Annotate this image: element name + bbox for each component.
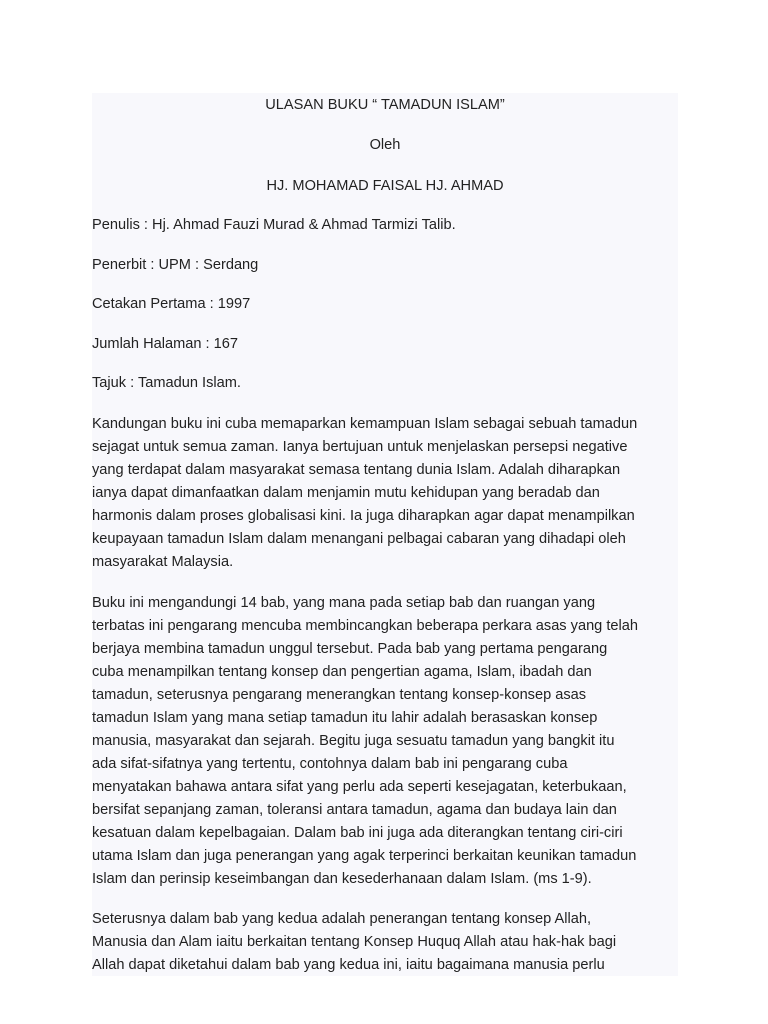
- paragraph-line: Seterusnya dalam bab yang kedua adalah penerangan tentang konsep Allah,: [92, 911, 592, 927]
- paragraph-line: harmonis dalam proses globalisasi kini. Ia juga diharapkan agar dapat menampilkan: [92, 508, 635, 524]
- paragraph-3: [92, 908, 678, 976]
- paragraph-line: menyatakan bahawa antara sifat yang perlu ada seperti kesejagatan, keterbukaan,: [92, 779, 627, 795]
- detail-author: Penulis : Hj. Ahmad Fauzi Murad & Ahmad Tarmizi Talib.: [92, 217, 456, 233]
- paragraph-line: bersifat sepanjang zaman, toleransi antara tamadun, agama dan budaya lain dan: [92, 802, 617, 818]
- paragraph-line: Allah dapat diketahui dalam bab yang kedua ini, iaitu bagaimana manusia perlu: [92, 957, 605, 973]
- paragraph-line: utama Islam dan juga penerangan yang agak terperinci berkaitan keunikan tamadun: [92, 848, 637, 864]
- paragraph-line: Buku ini mengandungi 14 bab, yang mana pada setiap bab dan ruangan yang: [92, 595, 596, 611]
- paragraph-line: cuba menampilkan tentang konsep dan pengertian agama, Islam, ibadah dan: [92, 664, 592, 680]
- detail-publisher: Penerbit : UPM : Serdang: [92, 257, 259, 273]
- detail-page-count: Jumlah Halaman : 167: [92, 336, 239, 352]
- paragraph-line: yang terdapat dalam masyarakat semasa tentang dunia Islam. Adalah diharapkan: [92, 462, 621, 478]
- document-title: ULASAN BUKU “ TAMADUN ISLAM”: [265, 97, 505, 113]
- document-body: [92, 93, 678, 976]
- paragraph-line: Kandungan buku ini cuba memaparkan kemampuan Islam sebagai sebuah tamadun: [92, 416, 638, 432]
- detail-first-print: Cetakan Pertama : 1997: [92, 296, 251, 312]
- detail-title: Tajuk : Tamadun Islam.: [92, 375, 241, 391]
- paragraph-line: tamadun, seterusnya pengarang menerangkan tentang konsep-konsep asas: [92, 687, 587, 703]
- paragraph-line: keupayaan tamadun Islam dalam menangani pelbagai cabaran yang dihadapi oleh: [92, 531, 626, 547]
- paragraph-line: berjaya membina tamadun unggul tersebut. Pada bab yang pertama pengarang: [92, 641, 608, 657]
- paragraph-line: masyarakat Malaysia.: [92, 554, 234, 570]
- reviewer-name: HJ. MOHAMAD FAISAL HJ. AHMAD: [266, 178, 504, 194]
- by-label: Oleh: [369, 137, 401, 153]
- paragraph-2: [92, 592, 678, 891]
- paragraph-line: Islam dan perinsip keseimbangan dan kesederhanaan dalam Islam. (ms 1-9).: [92, 871, 592, 887]
- paragraph-line: kesatuan dalam kepelbagaian. Dalam bab ini juga ada diterangkan tentang ciri-ciri: [92, 825, 623, 841]
- paragraph-line: terbatas ini pengarang mencuba membincangkan beberapa perkara asas yang telah: [92, 618, 639, 634]
- paragraph-line: sejagat untuk semua zaman. Ianya bertujuan untuk menjelaskan persepsi negative: [92, 439, 628, 455]
- paragraph-1: [92, 413, 678, 574]
- paragraph-line: ianya dapat dimanfaatkan dalam menjamin mutu kehidupan yang beradab dan: [92, 485, 600, 501]
- paragraph-line: manusia, masyarakat dan sejarah. Begitu juga sesuatu tamadun yang bangkit itu: [92, 733, 615, 749]
- paragraph-line: tamadun Islam yang mana setiap tamadun itu lahir adalah berasaskan konsep: [92, 710, 598, 726]
- paragraph-line: Manusia dan Alam iaitu berkaitan tentang Konsep Huquq Allah atau hak-hak bagi: [92, 934, 617, 950]
- paragraph-line: ada sifat-sifatnya yang tertentu, contohnya dalam bab ini pengarang cuba: [92, 756, 568, 772]
